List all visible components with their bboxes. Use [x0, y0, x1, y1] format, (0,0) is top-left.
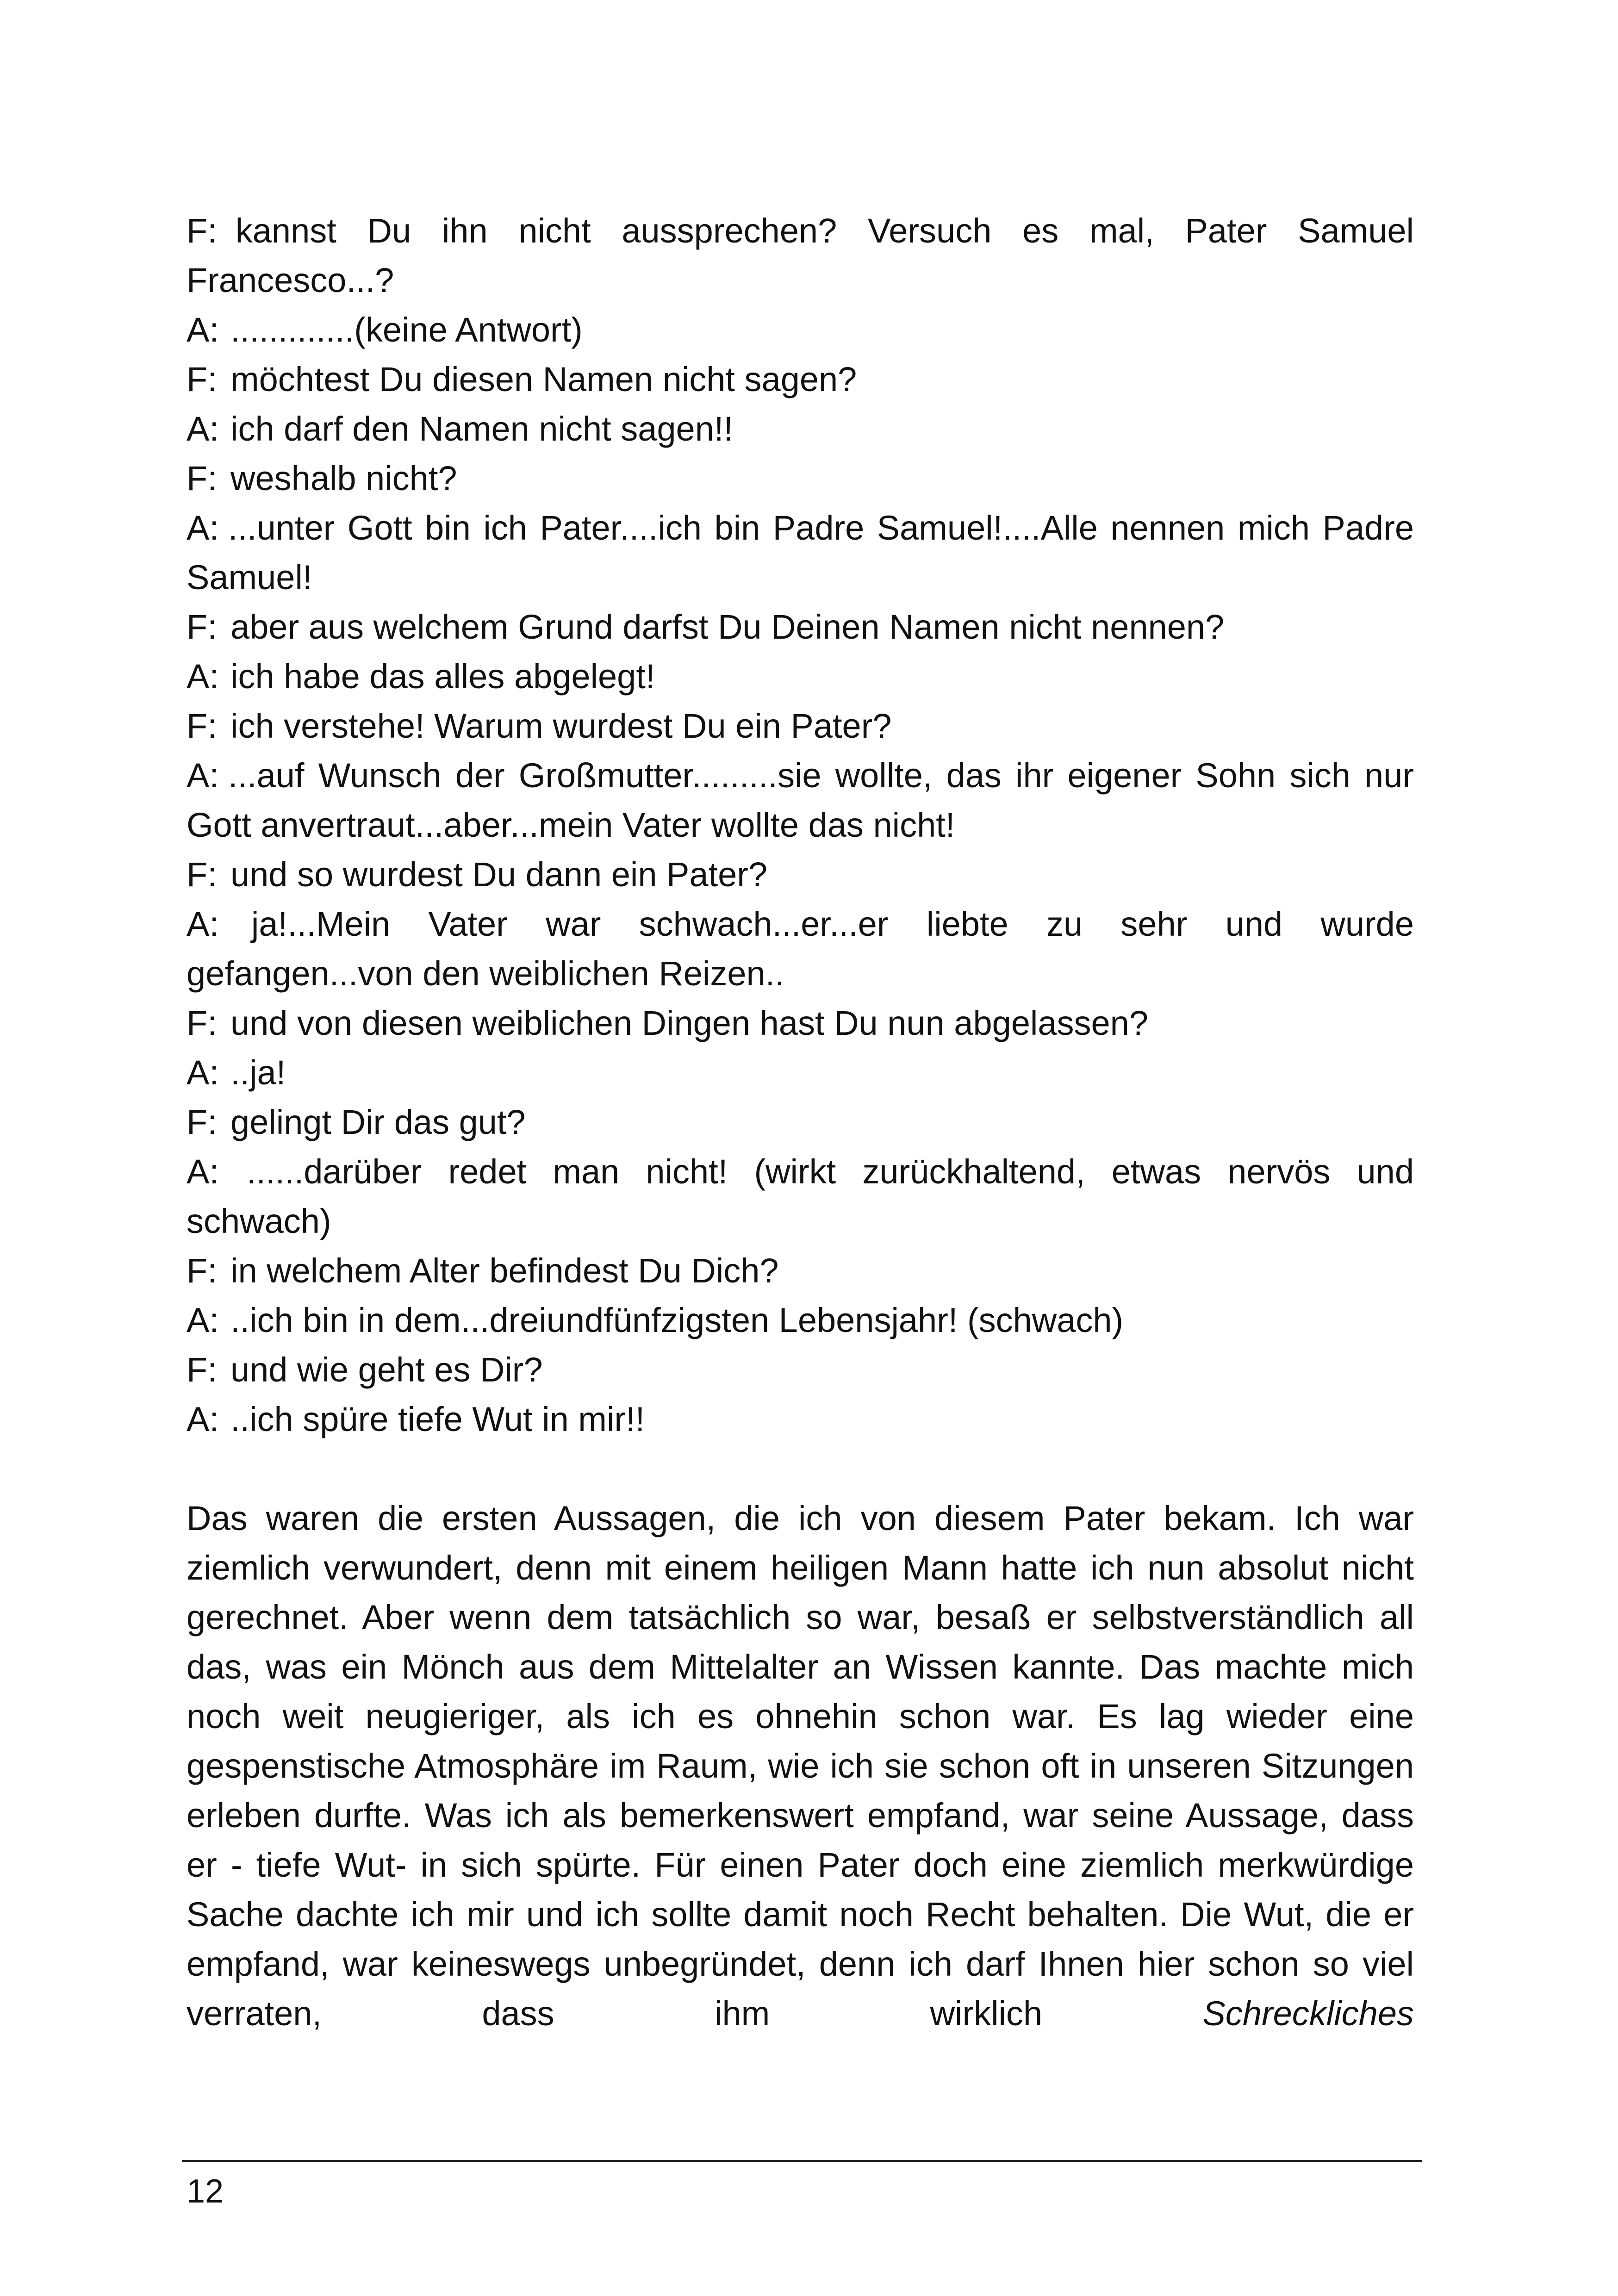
dialog-speaker: F: — [187, 212, 217, 250]
dialog-line — [187, 503, 1414, 602]
dialog-line — [187, 751, 1414, 850]
dialog-line — [187, 652, 1414, 701]
dialog-speaker: F: — [187, 1103, 217, 1141]
dialog-line — [187, 1246, 1414, 1295]
dialog-text: ...unter Gott bin ich Pater....ich bin Padre Samuel!....Alle nennen mich Padre Samuel! — [187, 509, 1414, 597]
dialog-speaker: A: — [187, 1053, 219, 1092]
dialog-speaker: F: — [187, 707, 217, 745]
dialog-text: und von diesen weiblichen Dingen hast Du nun abgelassen? — [230, 1004, 1148, 1042]
paragraph-spacer — [187, 1444, 1414, 1493]
dialog-line — [187, 355, 1414, 404]
dialog-speaker: A: — [187, 509, 219, 547]
dialog-speaker: A: — [187, 311, 219, 349]
dialog-speaker: A: — [187, 756, 219, 795]
dialog-speaker: A: — [187, 1301, 219, 1339]
dialog-utterance — [187, 1147, 1414, 1246]
dialog-utterance — [187, 899, 1414, 998]
dialog-line — [187, 1097, 1414, 1147]
dialog-line — [187, 850, 1414, 899]
dialog-speaker: F: — [187, 360, 217, 398]
dialog-line — [187, 404, 1414, 454]
dialog-line — [187, 701, 1414, 751]
dialog-line — [187, 899, 1414, 998]
dialog-text: ..ich spüre tiefe Wut in mir!! — [230, 1400, 645, 1438]
dialog-text: ...auf Wunsch der Großmutter.........sie wollte, das ihr eigener Sohn sich nur Gott anvertraut...aber...mein Vater wollte das nicht! — [187, 756, 1414, 844]
dialog-text: und wie geht es Dir? — [230, 1350, 543, 1389]
dialog-speaker: A: — [187, 657, 219, 696]
dialog-speaker: F: — [187, 1350, 217, 1389]
page-body — [187, 206, 1414, 2038]
dialog-line — [187, 206, 1414, 305]
dialog-line — [187, 998, 1414, 1048]
narrative-paragraph — [187, 1493, 1414, 2038]
dialog-utterance — [187, 751, 1414, 850]
dialog-text: kannst Du ihn nicht aussprechen? Versuch es mal, Pater Samuel Francesco...? — [187, 212, 1414, 299]
dialog-speaker: A: — [187, 410, 219, 448]
dialog-speaker: F: — [187, 459, 217, 498]
dialog-line — [187, 1048, 1414, 1097]
dialog-text: ..ich bin in dem...dreiundfünfzigsten Lebensjahr! (schwach) — [230, 1301, 1124, 1339]
dialog-line — [187, 305, 1414, 355]
dialog-line — [187, 1394, 1414, 1444]
dialog-text: ..ja! — [230, 1053, 286, 1092]
dialog-text: aber aus welchem Grund darfst Du Deinen Namen nicht nennen? — [230, 608, 1225, 646]
dialog-speaker: F: — [187, 1251, 217, 1290]
page-number: 12 — [187, 2173, 224, 2210]
dialog-speaker: F: — [187, 855, 217, 894]
dialog-speaker: F: — [187, 608, 217, 646]
dialog-line — [187, 454, 1414, 503]
dialog-speaker: A: — [187, 905, 219, 943]
dialog-text: ja!...Mein Vater war schwach...er...er liebte zu sehr und wurde gefangen...von den weiblichen Reizen.. — [187, 905, 1414, 993]
dialog-text: ich verstehe! Warum wurdest Du ein Pater? — [230, 707, 892, 745]
dialog-speaker: A: — [187, 1400, 219, 1438]
dialog-text: ......darüber redet man nicht! (wirkt zurückhaltend, etwas nervös und schwach) — [187, 1152, 1414, 1240]
narrative-text: Das waren die ersten Aussagen, die ich von diesem Pater bekam. Ich war ziemlich verwundert, denn mit einem heiligen Mann hatte ich nun absolut nicht gerechnet. Aber wenn dem tatsächlich so war, besaß er selbstverständlich all das, was ein Mönch aus dem Mittelalter an Wissen kannte. Das machte mich noch weit neugieriger, als ich es ohnehin schon war. Es lag wieder eine gespenstische Atmosphäre im Raum, wie ich sie schon oft in unseren Sitzungen erleben durfte. Was ich als bemerkenswert empfand, war seine Aussage, dass er - tiefe Wut- in sich spürte. Für einen Pater doch eine ziemlich merkwürdige Sache dachte ich mir und ich sollte damit noch Recht behalten. Die Wut, die er empfand, war keineswegs unbegründet, denn ich darf Ihnen hier schon so viel verraten, dass ihm wirklich — [187, 1499, 1414, 2033]
dialog-utterance — [187, 503, 1414, 602]
dialog-text: .............(keine Antwort) — [230, 311, 583, 349]
dialog-line — [187, 1295, 1414, 1345]
dialog-speaker: A: — [187, 1152, 219, 1191]
footer-rule — [182, 2160, 1422, 2162]
dialog-text: weshalb nicht? — [230, 459, 457, 498]
dialog-speaker: F: — [187, 1004, 217, 1042]
dialog-text: in welchem Alter befindest Du Dich? — [230, 1251, 779, 1290]
dialog-line — [187, 602, 1414, 652]
dialog-text: möchtest Du diesen Namen nicht sagen? — [230, 360, 857, 398]
dialog-line — [187, 1147, 1414, 1246]
narrative-italic-word: Schreckliches — [1202, 1994, 1414, 2033]
dialog-text: und so wurdest Du dann ein Pater? — [230, 855, 768, 894]
dialog-text: gelingt Dir das gut? — [230, 1103, 526, 1141]
dialog-line — [187, 1345, 1414, 1394]
dialog-text: ich darf den Namen nicht sagen!! — [230, 410, 733, 448]
dialog-text: ich habe das alles abgelegt! — [230, 657, 655, 696]
dialog-utterance — [187, 206, 1414, 305]
